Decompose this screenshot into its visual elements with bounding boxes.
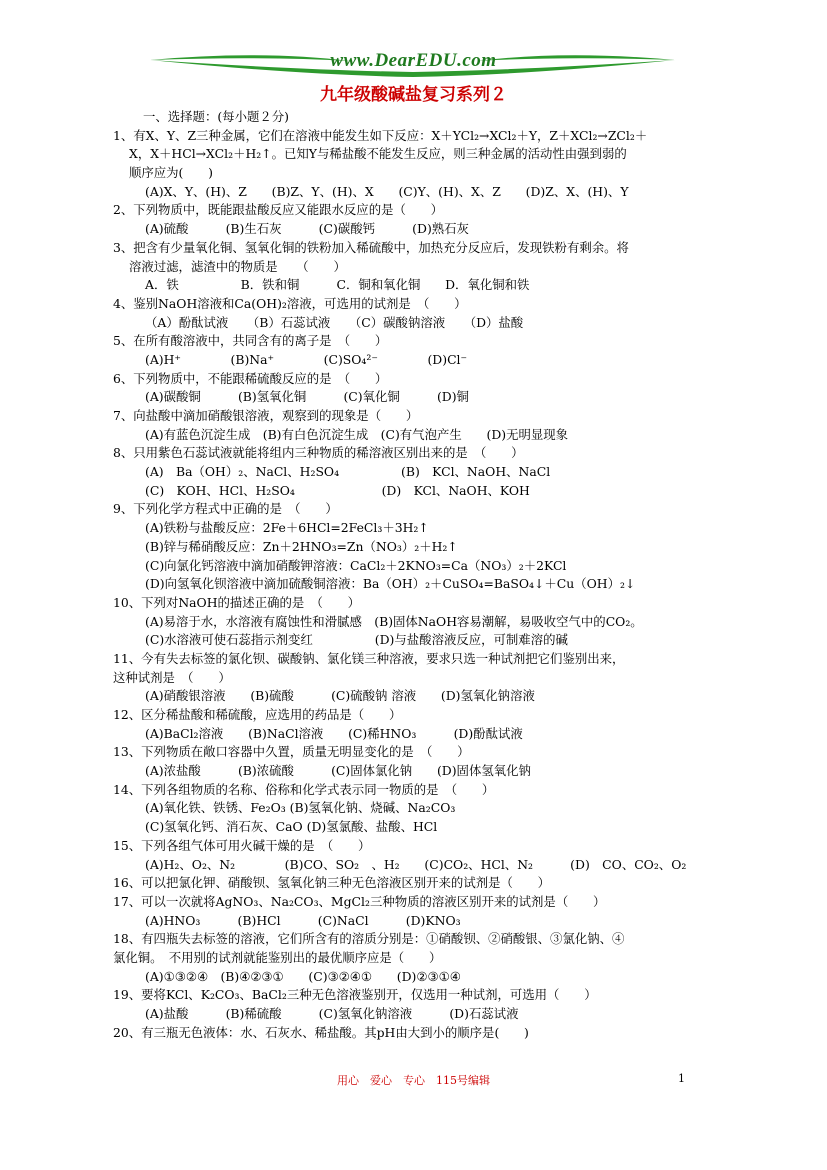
question-line: (A)有蓝色沉淀生成 (B)有白色沉淀生成 (C)有气泡产生 (D)无明显现象 [145, 426, 569, 442]
question-line: 9、下列化学方程式中正确的是 （ ） [113, 501, 338, 517]
question-list [113, 108, 713, 1042]
question-line: 10、下列对NaOH的描述正确的是 （ ） [113, 594, 361, 610]
question-line: 7、向盐酸中滴加硝酸银溶液，观察到的现象是（ ） [113, 408, 419, 423]
question-line: (A)碳酸铜 (B)氢氧化铜 (C)氧化铜 (D)铜 [145, 389, 469, 405]
question-line: 13、下列物质在敞口容器中久置，质量无明显变化的是 （ ） [113, 744, 470, 760]
question-line: (A) Ba（OH）₂、NaCl、H₂SO₄ (B) KCl、NaOH、NaCl [145, 464, 551, 480]
question-line: (A)硫酸 (B)生石灰 (C)碳酸钙 (D)熟石灰 [145, 221, 469, 237]
question-line: 16、可以把氯化钾、硝酸钡、氢氧化钠三种无色溶液区别开来的试剂是（ ） [113, 875, 551, 891]
question-line: 一、选择题：(每小题２分) [143, 109, 289, 124]
site-url: www.DearEDU.com [330, 50, 497, 71]
question-line: 17、可以一次就将AgNO₃、Na₂CO₃、MgCl₂三种物质的溶液区别开来的试剂是（ ） [113, 893, 606, 909]
question-line: (C) KOH、HCl、H₂SO₄ (D) KCl、NaOH、KOH [145, 482, 530, 498]
question-line: 8、只用紫色石蕊试液就能将组内三种物质的稀溶液区别出来的是 （ ） [113, 445, 524, 461]
question-line: (D)向氢氧化钡溶液中滴加硫酸铜溶液：Ba（OH）₂＋CuSO₄=BaSO₄↓＋Cu（OH）₂↓ [145, 576, 636, 592]
question-line: (A)氧化铁、铁锈、Fe₂O₃ (B)氢氧化钠、烧碱、Na₂CO₃ [145, 800, 456, 816]
question-line: 2、下列物质中，既能跟盐酸反应又能跟水反应的是（ ） [113, 202, 444, 218]
question-line: （A）酚酞试液 （B）石蕊试液 （C）碳酸钠溶液 （D）盐酸 [145, 314, 524, 330]
question-line: 氯化铜。 不用别的试剂就能鉴别出的最优顺序应是（ ） [113, 949, 442, 965]
question-line: 14、下列各组物质的名称、俗称和化学式表示同一物质的是 （ ） [113, 781, 495, 797]
question-line: 这种试剂是 （ ） [113, 669, 231, 685]
question-line: (B)锌与稀硝酸反应：Zn＋2HNO₃=Zn（NO₃）₂＋H₂↑ [145, 538, 458, 554]
question-line: 19、要将KCl、K₂CO₃、BaCl₂三种无色溶液鉴别开，仅选用一种试剂，可选用（ ） [113, 987, 597, 1003]
question-line: (A)H⁺ (B)Na⁺ (C)SO₄²⁻ (D)Cl⁻ [145, 351, 468, 367]
question-line: 20、有三瓶无色液体：水、石灰水、稀盐酸。其pH由大到小的顺序是( ) [113, 1024, 529, 1040]
footer-slogan: 用心 爱心 专心 115号编辑 [337, 1074, 490, 1087]
question-line: 溶液过滤，滤渣中的物质是 （ ） [129, 258, 346, 274]
question-line: 3、把含有少量氧化铜、氢氧化铜的铁粉加入稀硫酸中，加热充分反应后，发现铁粉有剩余。将 [113, 239, 629, 255]
question-line: 1、有X、Y、Z三种金属，它们在溶液中能发生如下反应：X＋YCl₂→XCl₂＋Y，Z＋XCl₂→ZCl₂＋ [113, 127, 648, 143]
question-line: 6、下列物质中，不能跟稀硫酸反应的是 （ ） [113, 370, 388, 386]
question-line: A．铁 B．铁和铜 C．铜和氧化铜 D．氧化铜和铁 [145, 277, 530, 293]
question-line: (A)硝酸银溶液 (B)硫酸 (C)硫酸钠 溶液 (D)氢氧化钠溶液 [145, 688, 535, 704]
page-title: 九年级酸碱盐复习系列２ [320, 85, 507, 105]
question-line: (C)向氯化钙溶液中滴加硝酸钾溶液：CaCl₂＋2KNO₃=Ca（NO₃）₂＋2KCl [145, 557, 567, 573]
question-line: 5、在所有酸溶液中，共同含有的离子是 （ ） [113, 333, 388, 349]
question-line: (A)HNO₃ (B)HCl (C)NaCl (D)KNO₃ [145, 912, 461, 928]
question-line: (C)水溶液可使石蕊指示剂变红 (D)与盐酸溶液反应，可制难溶的碱 [145, 632, 568, 648]
question-line: (A)①③②④ (B)④②③① (C)③②④① (D)②③①④ [145, 968, 461, 984]
question-line: (A)铁粉与盐酸反应：2Fe＋6HCl=2FeCl₃＋3H₂↑ [145, 520, 429, 536]
question-line: 15、下列各组气体可用火碱干燥的是 （ ） [113, 837, 371, 853]
question-line: 4、鉴别NaOH溶液和Ca(OH)₂溶液，可选用的试剂是 （ ） [113, 295, 467, 311]
page-number: 1 [678, 1072, 685, 1085]
question-line: (A)易溶于水，水溶液有腐蚀性和滑腻感 (B)固体NaOH容易潮解，易吸收空气中的CO₂。 [145, 613, 643, 629]
question-line: (A)X、Y、(H)、Z (B)Z、Y、(H)、X (C)Y、(H)、X、Z (D)Z、X、(H)、Y [145, 183, 629, 199]
question-line: (C)氢氧化钙、消石灰、CaO (D)氢氯酸、盐酸、HCl [145, 819, 438, 835]
question-line: 12、区分稀盐酸和稀硫酸，应选用的药品是（ ） [113, 707, 402, 722]
question-line: 11、今有失去标签的氯化钡、碳酸钠、氯化镁三种溶液，要求只选一种试剂把它们鉴别出来， [113, 650, 625, 666]
question-line: 顺序应为( ) [129, 165, 214, 181]
question-line: 18、有四瓶失去标签的溶液，它们所含有的溶质分别是：①硝酸钡、②硝酸银、③氯化钠、④ [113, 931, 625, 947]
question-line: (A)H₂、O₂、N₂ (B)CO、SO₂ 、H₂ (C)CO₂、HCl、N₂ (D) CO、CO₂、O₂ [145, 856, 687, 872]
question-line: (A)浓盐酸 (B)浓硫酸 (C)固体氯化钠 (D)固体氢氧化钠 [145, 763, 531, 779]
question-line: (A)BaCl₂溶液 (B)NaCl溶液 (C)稀HNO₃ (D)酚酞试液 [145, 725, 523, 741]
question-line: (A)盐酸 (B)稀硫酸 (C)氢氧化钠溶液 (D)石蕊试液 [145, 1006, 519, 1021]
question-line: X，X＋HCl→XCl₂＋H₂↑。已知Y与稀盐酸不能发生反应，则三种金属的活动性由强到弱的 [129, 146, 627, 162]
